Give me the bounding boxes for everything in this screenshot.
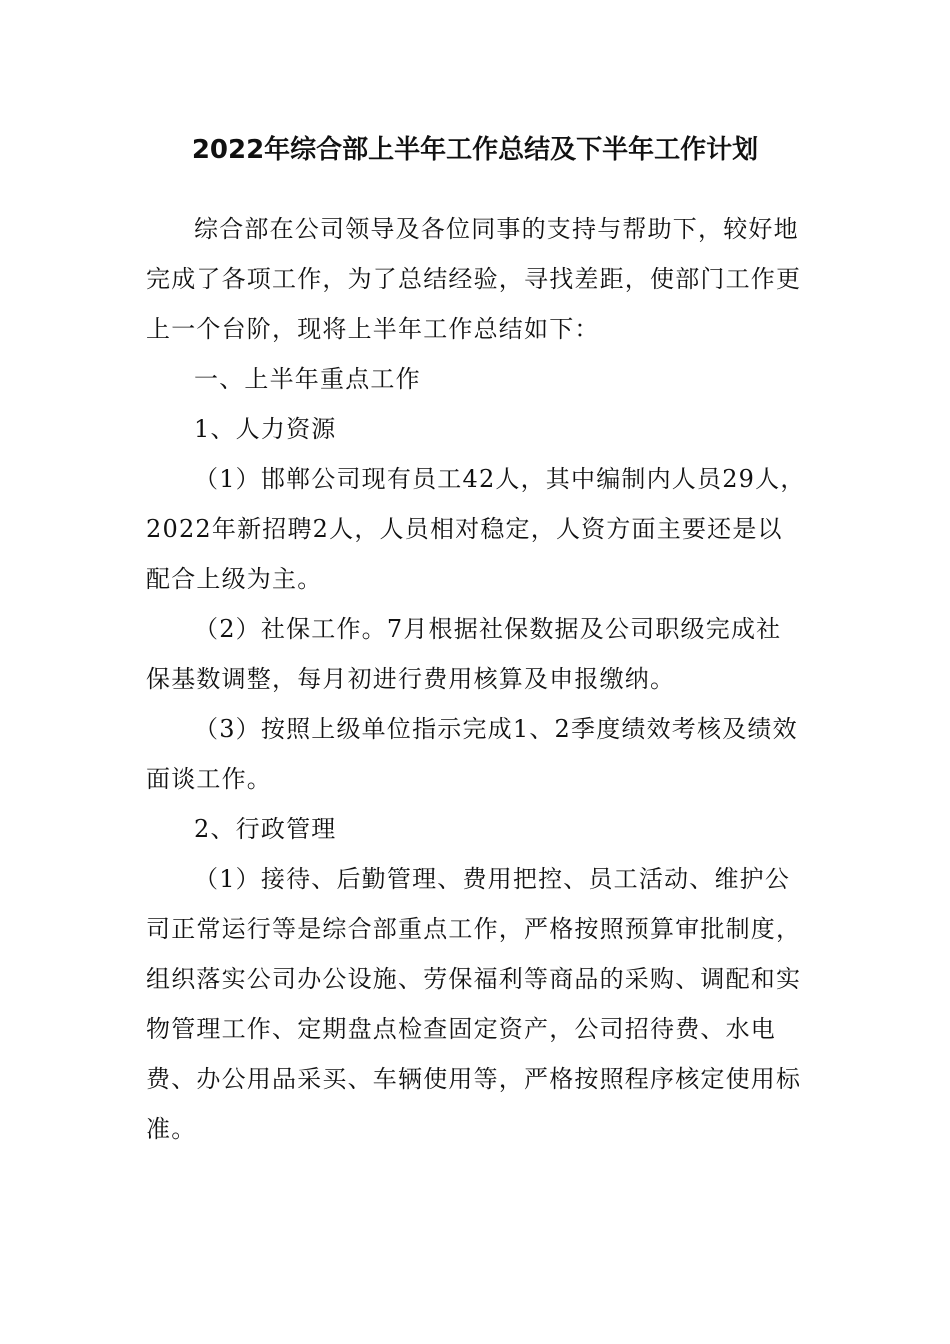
document-body (146, 204, 806, 1154)
hr-item-performance: （3）按照上级单位指示完成1、2季度绩效考核及绩效面谈工作。 (146, 715, 798, 793)
section-heading-first-half-key-work: 一、上半年重点工作 (194, 365, 421, 393)
subsection-heading-human-resources: 1、人力资源 (194, 415, 337, 443)
admin-item-operations: （1）接待、后勤管理、费用把控、员工活动、维护公司正常运行等是综合部重点工作，严格按照预算审批制度，组织落实公司办公设施、劳保福利等商品的采购、调配和实物管理工作、定期盘点检查固定资产，公司招待费、水电费、办公用品采买、车辆使用等，严格按照程序核定使用标准。 (146, 865, 802, 1143)
hr-item-staff: （1）邯郸公司现有员工42人，其中编制内人员29人，2022年新招聘2人，人员相对稳定，人资方面主要还是以配合上级为主。 (146, 465, 806, 593)
subsection-heading-administration: 2、行政管理 (194, 815, 337, 843)
document-title: 2022年综合部上半年工作总结及下半年工作计划 (191, 135, 759, 165)
intro-paragraph: 综合部在公司领导及各位同事的支持与帮助下，较好地完成了各项工作，为了总结经验，寻找差距，使部门工作更上一个台阶，现将上半年工作总结如下： (146, 215, 802, 343)
hr-item-social-insurance: （2）社保工作。7月根据社保数据及公司职级完成社保基数调整，每月初进行费用核算及申报缴纳。 (146, 615, 782, 693)
